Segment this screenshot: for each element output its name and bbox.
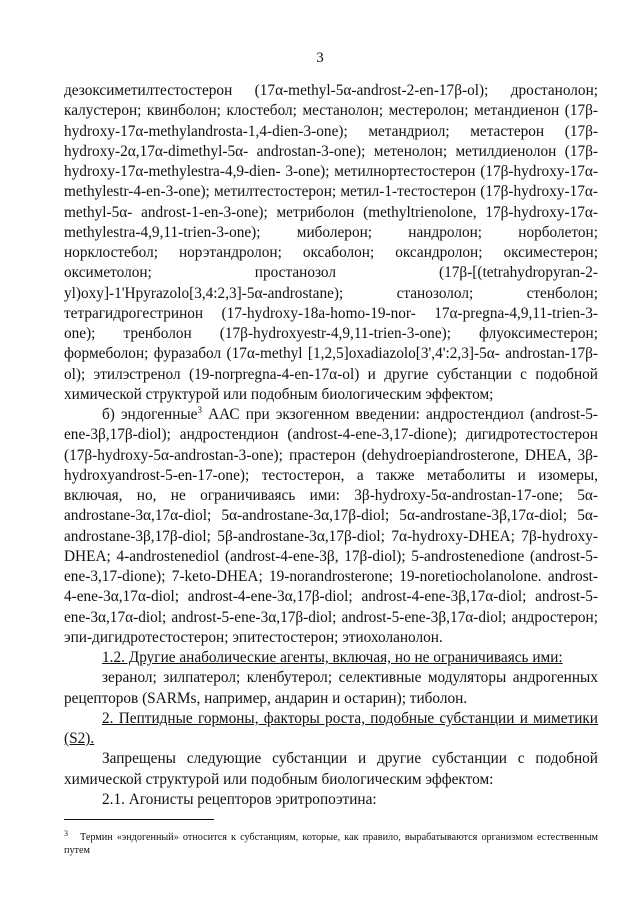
paragraph-endogenous-aas	[64, 405, 598, 648]
section-heading-2-1: 2.1. Агонисты рецепторов эритропоэтина:	[102, 790, 377, 808]
paragraph-endogenous-text: ААС при экзогенном введении: андростендиол (androst-5-ene-3β,17β-diol); андростендион (androst-4-ene-3,17-dione); дигидротестостерон (17β-hydroxy-5α-androstan-3-one); прастерон (dehydroepiandrosterone, DHEA, 3β-hydroxyandrost-5-en-17-one); тестостерон, а также метаболиты и изомеры, включая, но, не ограничиваясь ими: 3β-hydroxy-5α-androstan-17-one; 5α-androstane-3α,17α-diol; 5α-androstane-3α,17β-diol; 5α-androstane-3β,17α-diol; 5α-androstane-3β,17β-diol; 5β-androstane-3α,17β-diol; 7α-hydroxy-DHEA; 7β-hydroxy-DHEA; 4-androstenediol (androst-4-ene-3β, 17β-diol); 5-androstenedione (androst-5-ene-3,17-dione); 7-keto-DHEA; 19-norandrosterone; 19-noretiocholanolone. androst-4-ene-3α,17α-diol; androst-4-ene-3α,17β-diol; androst-4-ene-3β,17α-diol; androst-5-ene-3α,17α-diol; androst-5-ene-3α,17β-diol; androst-5-ene-3β,17α-diol; андростерон; эпи-дигидротестостерон; эпитестостерон; этиохоланолон.	[64, 406, 598, 646]
footnote: 3 Термин «эндогенный» относится к субстанциям, которые, как правило, вырабатываются организмом естественным путем	[64, 828, 598, 856]
section-heading-2-text: 2. Пептидные гормоны, факторы роста, подобные субстанции и миметики (S2).	[64, 709, 598, 747]
footnote-divider	[64, 819, 214, 820]
section-heading-2	[64, 709, 598, 750]
paragraph-prohibited-intro: Запрещены следующие субстанции и другие субстанции с подобной химической структурой или подобным биологическим эффектом:	[64, 750, 598, 788]
paragraph-endogenous-lead: б) эндогенные	[102, 406, 198, 423]
footnote-text: Термин «эндогенный» относится к субстанциям, которые, как правило, вырабатываются организмом естественным путем	[64, 832, 598, 856]
footnote-reference: 3	[197, 404, 202, 415]
document-body	[64, 81, 598, 810]
paragraph-steroid-list: дезоксиметилтестостерон (17α-methyl-5α-androst-2-en-17β-ol); дростанолон; калустерон; квинболон; клостебол; местанолон; местеролон; метандиенон (17β-hydroxy-17α-methylandrosta-1,4-dien-3-one); метандриол; метастерон (17β-hydroxy-2α,17α-dimethyl-5α- androstan-3-one); метенолон; метилдиенолон (17β-hydroxy-17α-methylestra-4,9-dien- 3-one); метилнортестостерон (17β-hydroxy-17α-methylestr-4-en-3-one); метилтестостерон; метил-1-тестостерон (17β-hydroxy-17α-methyl-5α- androst-1-en-3-one); метриболон (methyltrienolone, 17β-hydroxy-17α-methylestra-4,9,11-trien-3-one); миболерон; нандролон; норболетон; норклостебол; норэтандролон; оксаболон; оксандролон; оксиместерон; оксиметолон; простанозол (17β-[(tetrahydropyran-2-yl)oxy]-1'Hpyrazolo[3,4:2,3]-5α-androstane); станозолол; стенболон; тетрагидрогестринон (17-hydroxy-18a-homo-19-nor- 17α-pregna-4,9,11-trien-3-one); тренболон (17β-hydroxyestr-4,9,11-trien-3-one); флуоксиместерон; формеболон; фуразабол (17α-methyl [1,2,5]oxadiazolo[3',4':2,3]-5α- androstan-17β-ol); этилэстренол (19-norpregna-4-en-17α-ol) и другие субстанции с подобной химической структурой или подобным биологическим эффектом;	[64, 82, 598, 403]
section-heading-1-2-text: 1.2. Другие анаболические агенты, включая, но не ограничиваясь ими:	[102, 649, 563, 666]
paragraph-other-anabolic: зеранол; зилпатерол; кленбутерол; селективные модуляторы андрогенных рецепторов (SARMs, например, андарин и остарин); тиболон.	[64, 669, 598, 707]
page-number: 3	[316, 50, 324, 66]
section-heading-1-2	[64, 648, 598, 668]
